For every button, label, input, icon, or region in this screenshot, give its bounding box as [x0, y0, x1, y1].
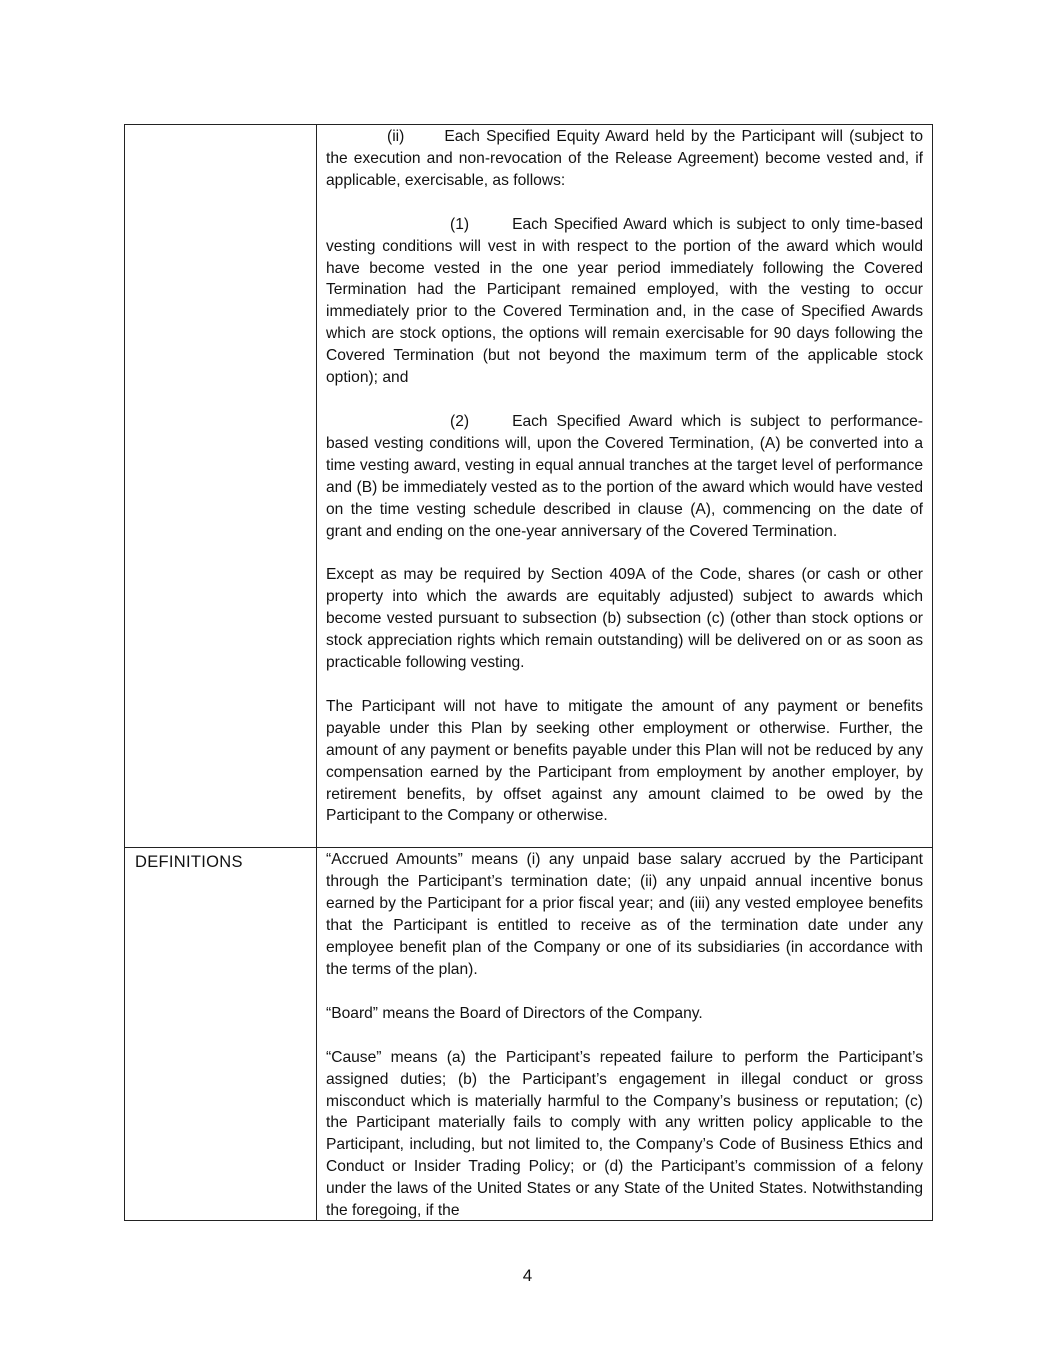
- section-content-cell: [317, 125, 933, 848]
- clause-1: [326, 214, 923, 389]
- table-row: [125, 848, 933, 1221]
- clause-1-marker: (1): [450, 215, 470, 233]
- table-row: [125, 125, 933, 848]
- clause-ii: [326, 126, 923, 192]
- clause-2-marker: (2): [450, 412, 470, 430]
- clause-ii-marker: (ii): [387, 128, 405, 145]
- section-content-cell: [317, 848, 933, 1221]
- plan-terms-table: [124, 124, 933, 1221]
- no-mitigation-paragraph: The Participant will not have to mitigate the amount of any payment or benefits payable under this Plan by seeking other employment or otherwise. Further, the amount of any payment or benefits payable under this Plan will not be reduced by any compensation earned by the Participant from employment by another employer, by retirement benefits, by offset against any amount claimed to be owed by the Participant to the Company or otherwise.: [326, 697, 923, 825]
- section-label-cell: [125, 125, 317, 848]
- section-label-cell: [125, 848, 317, 1221]
- clause-1-text: Each Specified Award which is subject to only time-based vesting conditions will vest in with respect to the portion of the award which would have become vested in the one year period immediately following the Covered Termination had the Participant remained employed, with the vesting to occur immediately prior to the Covered Termination and, in the case of Specified Awards which are stock options, the options will remain exercisable for 90 days following the Covered Termination (but not beyond the maximum term of the applicable stock option); and: [326, 215, 923, 387]
- clause-2-text: Each Specified Award which is subject to performance-based vesting conditions will, upon the Covered Termination, (A) be converted into a time vesting award, vesting in equal annual tranches at the target level of performance and (B) be immediately vested as to the portion of the award which would have vested on the time vesting schedule described in clause (A), commencing on the date of grant and ending on the one-year anniversary of the Covered Termination.: [326, 412, 923, 540]
- clause-2: [326, 411, 923, 542]
- section-label: [125, 125, 316, 128]
- definition-cause: “Cause” means (a) the Participant’s repeated failure to perform the Participant’s assigned duties; (b) the Participant’s engagement in illegal conduct or gross misconduct which is materially harmful to the Company’s business or reputation; (c) the Participant materially fails to comply with any written policy applicable to the Participant, including, but not limited to, the Company’s Code of Business Ethics and Conduct or Insider Trading Policy; or (d) the Participant’s commission of a felony under the laws of the United States or any State of the United States. Notwithstanding the foregoing, if the: [326, 1048, 923, 1220]
- definition-board: “Board” means the Board of Directors of the Company.: [326, 1004, 703, 1022]
- definition-accrued-amounts: “Accrued Amounts” means (i) any unpaid base salary accrued by the Participant through the Participant’s termination date; (ii) any unpaid annual incentive bonus earned by the Participant for a prior fiscal year; and (iii) any vested employee benefits that the Participant is entitled to receive as of the termination date under any employee benefit plan of the Company or one of its subsidiaries (in accordance with the terms of the plan).: [326, 851, 923, 978]
- clause-ii-text: Each Specified Equity Award held by the Participant will (subject to the execution and non-revocation of the Release Agreement) become vested and, if applicable, exercisable, as follows:: [326, 128, 923, 189]
- section-label-definitions: DEFINITIONS: [135, 853, 243, 872]
- vesting-delivery-paragraph: Except as may be required by Section 409A of the Code, shares (or cash or other property into which the awards are equitably adjusted) subject to awards which become vested pursuant to subsection (b) subsection (c) (other than stock options or stock appreciation rights which remain outstanding) will be delivered on or as soon as practicable following vesting.: [326, 566, 923, 672]
- page-number: 4: [522, 1266, 533, 1285]
